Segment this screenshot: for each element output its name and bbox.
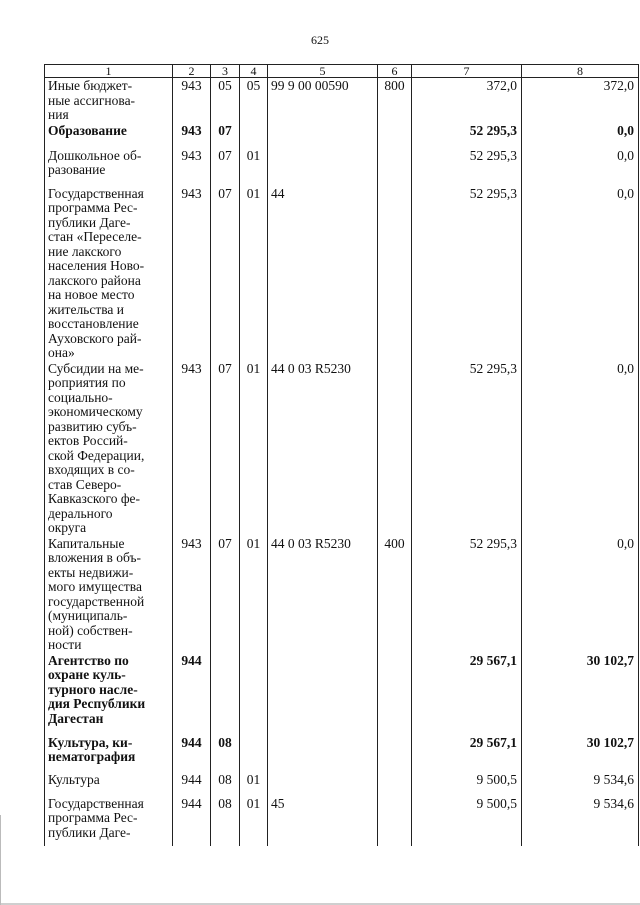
cell-name: Дошкольное об- разование xyxy=(45,148,173,186)
column-header: 5 xyxy=(268,65,378,78)
cell-amount-year1: 52 295,3 xyxy=(412,536,522,653)
cell-section xyxy=(211,653,240,735)
column-header: 7 xyxy=(412,65,522,78)
cell-section: 08 xyxy=(211,772,240,796)
cell-subsection: 01 xyxy=(240,186,268,361)
cell-admin-code: 943 xyxy=(173,536,211,653)
cell-subsection: 01 xyxy=(240,148,268,186)
cell-name: Капитальные вложения в объ- екты недвижи- мого имущества государственной (муниципаль- ной) собствен- ности xyxy=(45,536,173,653)
cell-amount-year1: 29 567,1 xyxy=(412,735,522,772)
cell-target-article: 44 0 03 R5230 xyxy=(268,361,378,536)
cell-section: 08 xyxy=(211,735,240,772)
page-number: 625 xyxy=(311,33,329,47)
cell-target-article: 45 xyxy=(268,796,378,846)
cell-admin-code: 944 xyxy=(173,796,211,846)
cell-section: 05 xyxy=(211,78,240,123)
cell-amount-year2: 9 534,6 xyxy=(522,796,639,846)
cell-amount-year2: 30 102,7 xyxy=(522,653,639,735)
cell-expense-type xyxy=(378,186,412,361)
scan-edge-left xyxy=(0,815,1,905)
column-header: 8 xyxy=(522,65,639,78)
cell-amount-year1: 52 295,3 xyxy=(412,186,522,361)
cell-section: 07 xyxy=(211,536,240,653)
cell-admin-code: 944 xyxy=(173,653,211,735)
cell-section: 07 xyxy=(211,148,240,186)
cell-admin-code: 943 xyxy=(173,186,211,361)
cell-amount-year2: 0,0 xyxy=(522,186,639,361)
cell-subsection xyxy=(240,735,268,772)
cell-name: Субсидии на ме- роприятия по социально- экономическому развитию субъ- ектов Россий- ской Федерации, входящих в со- став Северо- Кавказского фе- дерального округа xyxy=(45,361,173,536)
cell-expense-type: 800 xyxy=(378,78,412,123)
table-row xyxy=(45,123,639,148)
cell-amount-year2: 30 102,7 xyxy=(522,735,639,772)
cell-amount-year1: 29 567,1 xyxy=(412,653,522,735)
cell-amount-year2: 0,0 xyxy=(522,361,639,536)
cell-target-article xyxy=(268,772,378,796)
table-row xyxy=(45,772,639,796)
cell-amount-year1: 52 295,3 xyxy=(412,123,522,148)
cell-target-article xyxy=(268,148,378,186)
cell-target-article: 44 xyxy=(268,186,378,361)
cell-section: 07 xyxy=(211,123,240,148)
cell-name: Культура, ки- нематография xyxy=(45,735,173,772)
cell-subsection xyxy=(240,653,268,735)
column-header: 4 xyxy=(240,65,268,78)
column-header: 6 xyxy=(378,65,412,78)
cell-expense-type xyxy=(378,148,412,186)
cell-amount-year1: 372,0 xyxy=(412,78,522,123)
cell-name: Иные бюджет- ные ассигнова- ния xyxy=(45,78,173,123)
table-row xyxy=(45,653,639,735)
cell-admin-code: 943 xyxy=(173,148,211,186)
cell-subsection: 01 xyxy=(240,361,268,536)
cell-expense-type xyxy=(378,361,412,536)
table-row xyxy=(45,536,639,653)
table-body xyxy=(45,65,639,846)
budget-table xyxy=(44,64,639,846)
cell-expense-type: 400 xyxy=(378,536,412,653)
cell-admin-code: 943 xyxy=(173,123,211,148)
cell-subsection: 01 xyxy=(240,772,268,796)
cell-section: 08 xyxy=(211,796,240,846)
cell-amount-year1: 9 500,5 xyxy=(412,796,522,846)
column-header: 1 xyxy=(45,65,173,78)
cell-target-article xyxy=(268,123,378,148)
cell-amount-year1: 9 500,5 xyxy=(412,772,522,796)
cell-admin-code: 944 xyxy=(173,735,211,772)
cell-subsection xyxy=(240,123,268,148)
cell-expense-type xyxy=(378,123,412,148)
cell-section: 07 xyxy=(211,361,240,536)
cell-target-article: 44 0 03 R5230 xyxy=(268,536,378,653)
table-row xyxy=(45,186,639,361)
cell-name: Государственная программа Рес- публики Даге- стан «Переселе- ние лакского населения Ново- лакского района на новое место жительства и восстановление Ауховского рай- она» xyxy=(45,186,173,361)
cell-subsection: 05 xyxy=(240,78,268,123)
cell-admin-code: 943 xyxy=(173,78,211,123)
table-row xyxy=(45,361,639,536)
cell-target-article xyxy=(268,735,378,772)
cell-expense-type xyxy=(378,653,412,735)
column-header: 2 xyxy=(173,65,211,78)
table-row xyxy=(45,796,639,846)
cell-expense-type xyxy=(378,772,412,796)
cell-expense-type xyxy=(378,735,412,772)
cell-amount-year2: 9 534,6 xyxy=(522,772,639,796)
cell-name: Образование xyxy=(45,123,173,148)
cell-name: Государственная программа Рес- публики Даге- xyxy=(45,796,173,846)
cell-section: 07 xyxy=(211,186,240,361)
cell-amount-year1: 52 295,3 xyxy=(412,361,522,536)
table-row xyxy=(45,148,639,186)
cell-amount-year1: 52 295,3 xyxy=(412,148,522,186)
cell-name: Культура xyxy=(45,772,173,796)
column-header: 3 xyxy=(211,65,240,78)
cell-expense-type xyxy=(378,796,412,846)
cell-subsection: 01 xyxy=(240,796,268,846)
cell-admin-code: 944 xyxy=(173,772,211,796)
cell-amount-year2: 0,0 xyxy=(522,123,639,148)
cell-amount-year2: 372,0 xyxy=(522,78,639,123)
table-row xyxy=(45,735,639,772)
cell-amount-year2: 0,0 xyxy=(522,536,639,653)
cell-name: Агентство по охране куль- турного насле- дия Республики Дагестан xyxy=(45,653,173,735)
cell-admin-code: 943 xyxy=(173,361,211,536)
cell-target-article: 99 9 00 00590 xyxy=(268,78,378,123)
cell-subsection: 01 xyxy=(240,536,268,653)
table-header-row xyxy=(45,65,639,78)
cell-target-article xyxy=(268,653,378,735)
table-row xyxy=(45,78,639,123)
cell-amount-year2: 0,0 xyxy=(522,148,639,186)
